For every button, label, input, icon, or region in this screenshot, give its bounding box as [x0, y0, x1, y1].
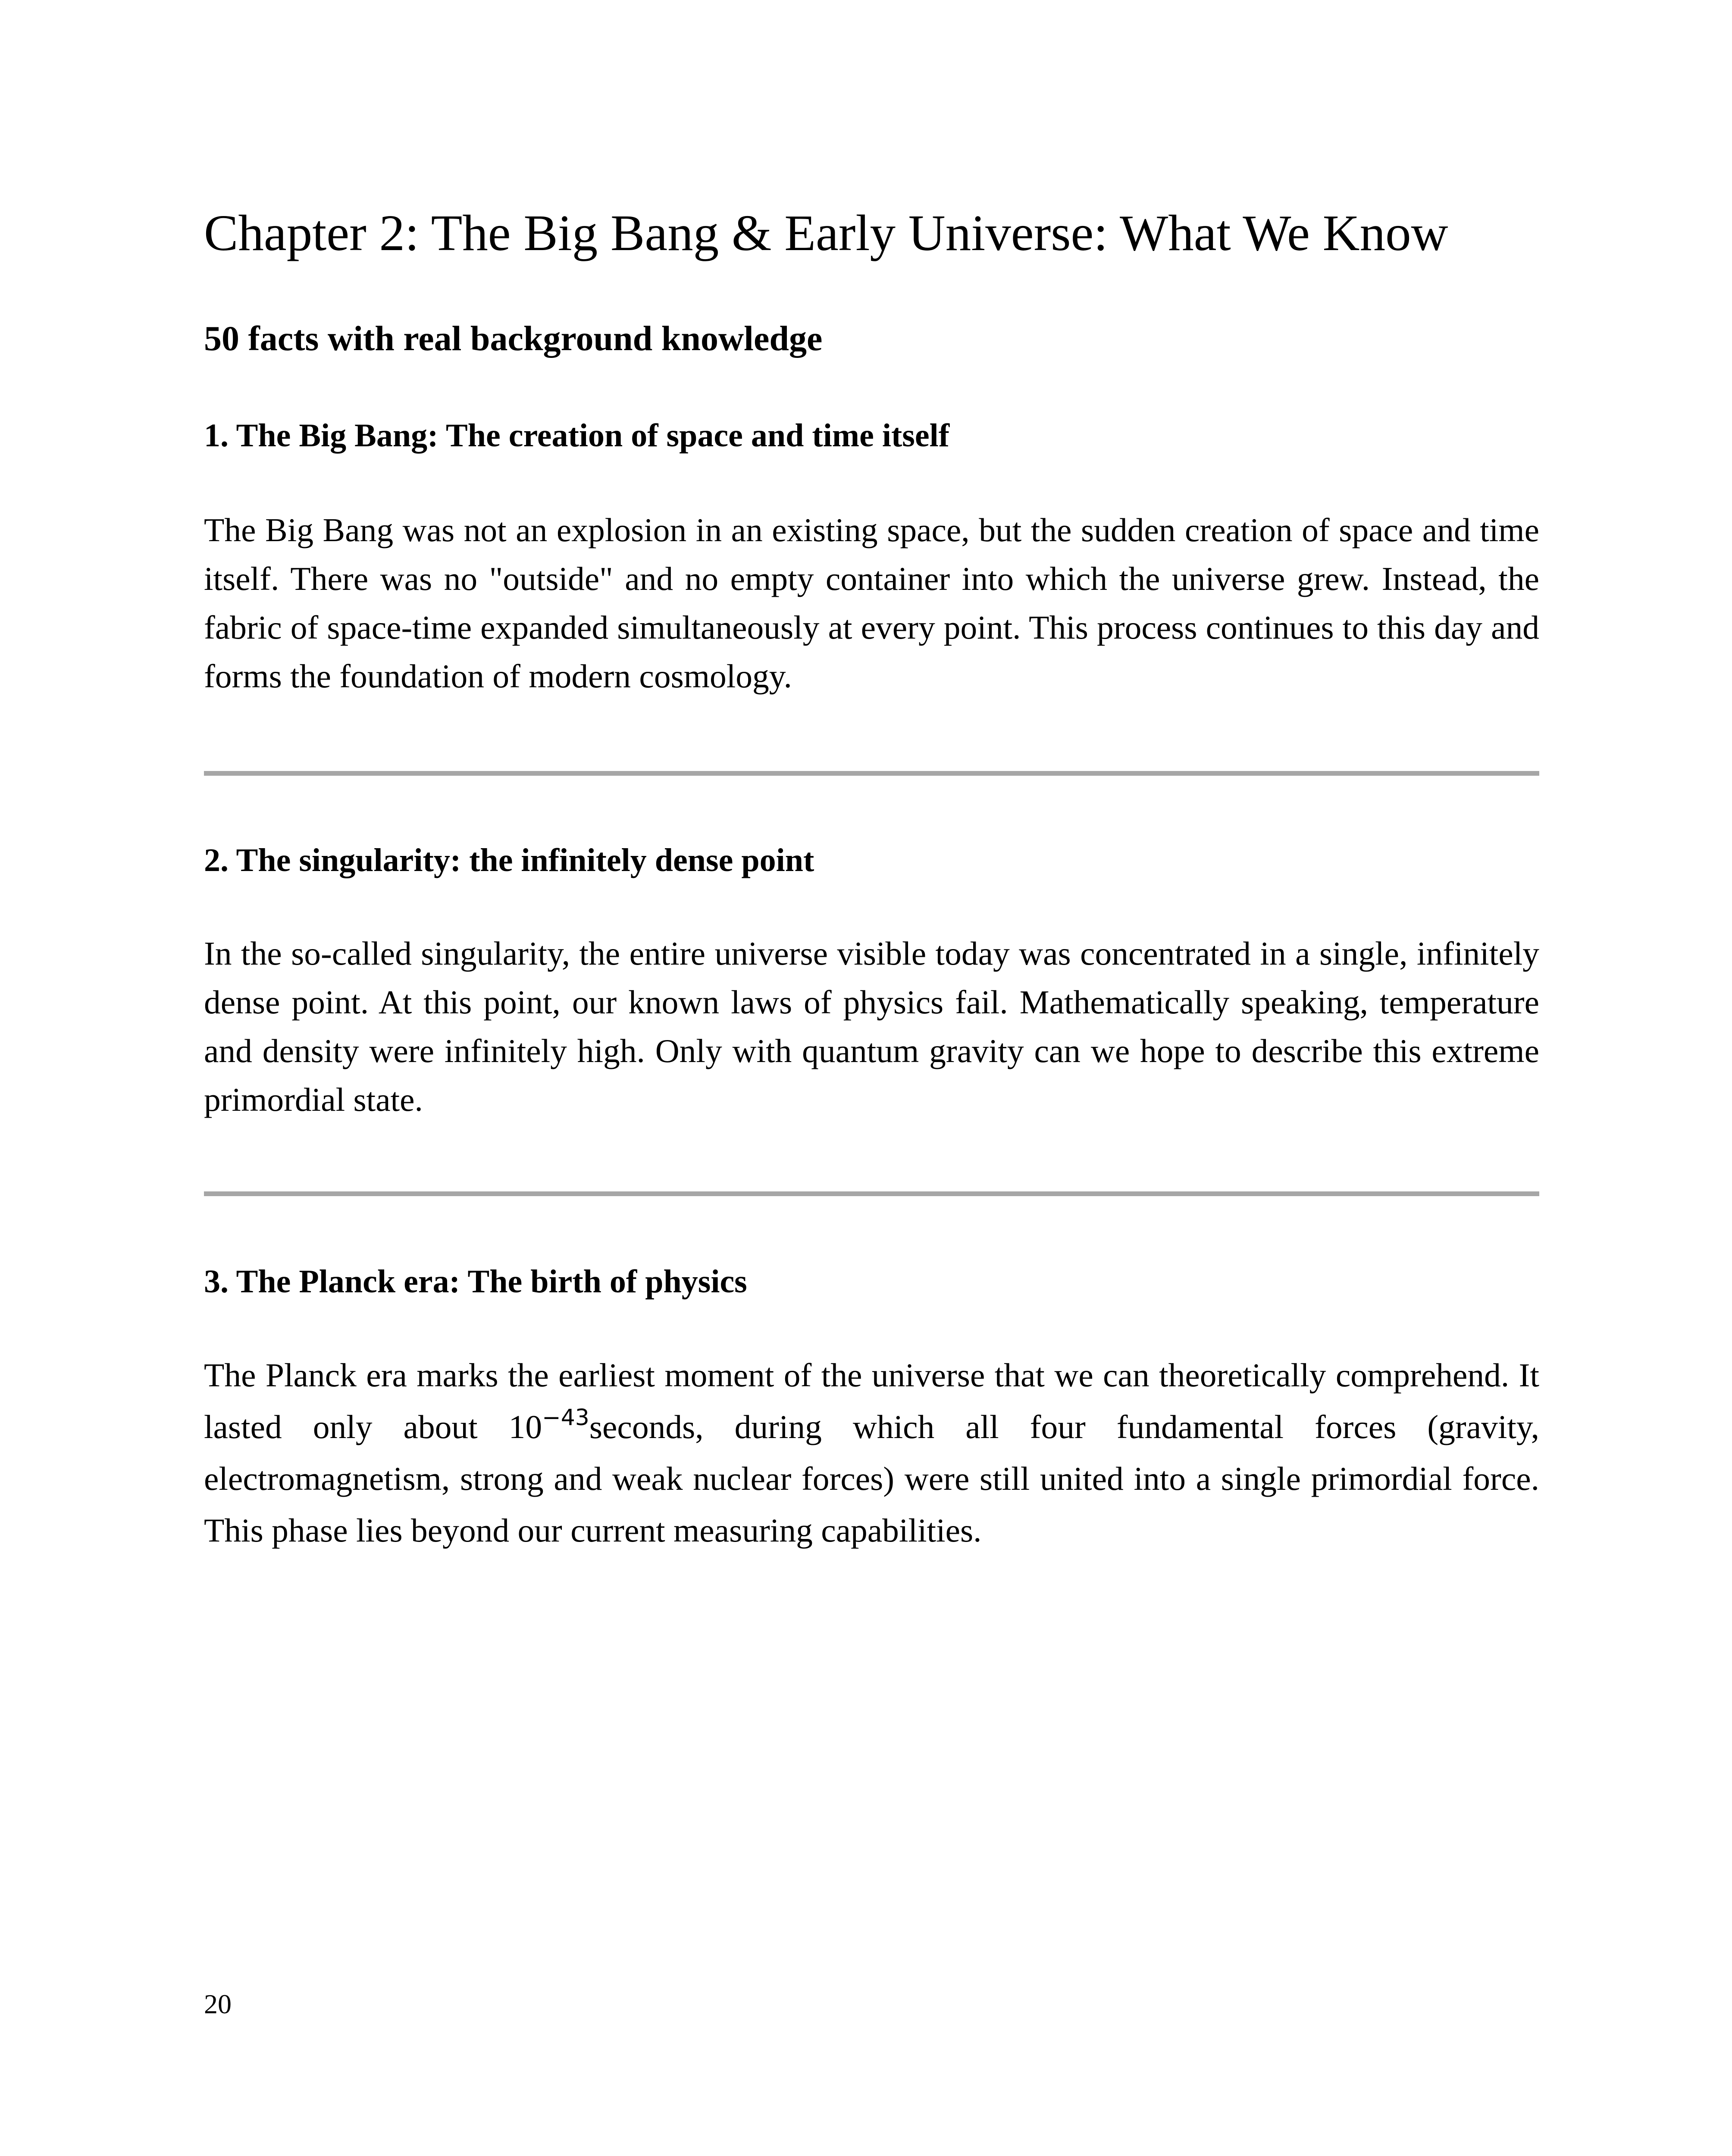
- section-divider: [204, 771, 1539, 776]
- exponent: −43: [542, 1405, 589, 1431]
- fact-2-heading: 2. The singularity: the infinitely dense point: [204, 842, 814, 878]
- chapter-title: Chapter 2: The Big Bang & Early Universe: What We Know: [204, 204, 1448, 261]
- fact-3-body-end: seconds, during which all four fundamental forces (gravity, electromagnetism, strong and weak nuclear forces) were still united into a single primordial force. This phase lies beyond our current measuring capabilities.: [204, 1408, 1540, 1549]
- fact-3-body: [204, 1349, 1539, 1556]
- fact-3-heading: 3. The Planck era: The birth of physics: [204, 1263, 747, 1300]
- fact-1-body: The Big Bang was not an explosion in an existing space, but the sudden creation of space and time itself. There was no "outside" and no empty container into which the universe grew. Instead, the fabric of space-time expanded simultaneously at every point. This process continues to this day and forms the foundation of modern cosmology.: [204, 511, 1539, 695]
- fact-3-body-start: The Planck era marks the earliest moment of the universe that we can theoretically comprehend. It lasted only about 10: [204, 1357, 1539, 1445]
- fact-2-body: In the so-called singularity, the entire universe visible today was concentrated in a single, infinitely dense point. At this point, our known laws of physics fail. Mathematically speaking, temperature and density were infinitely high. Only with quantum gravity can we hope to describe this extreme primordial state.: [204, 935, 1539, 1118]
- fact-1-heading: 1. The Big Bang: The creation of space and time itself: [204, 417, 949, 454]
- page-number: 20: [204, 1989, 232, 2019]
- section-divider: [204, 1191, 1539, 1196]
- document-page: [204, 0, 1539, 2156]
- chapter-subtitle: 50 facts with real background knowledge: [204, 319, 823, 358]
